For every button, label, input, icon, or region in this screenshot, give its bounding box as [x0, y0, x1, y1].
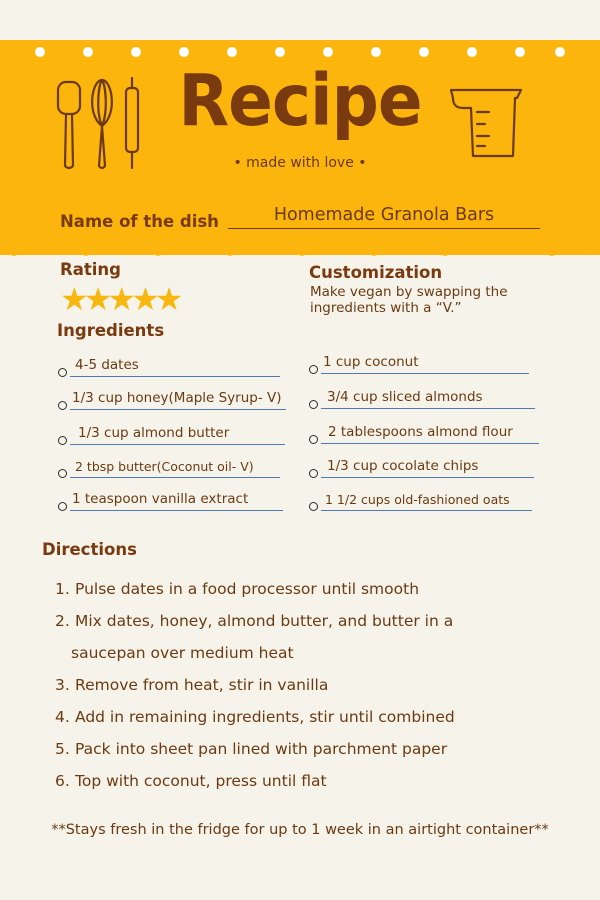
directions-list — [55, 573, 575, 797]
direction-step-continued: saucepan over medium heat — [71, 644, 294, 662]
bullet-icon — [309, 435, 318, 444]
bullet-icon — [309, 365, 318, 374]
subtitle: • made with love • — [233, 155, 367, 171]
bullet-icon — [58, 502, 67, 511]
ingredient-item — [58, 458, 280, 478]
bullet-icon — [58, 469, 67, 478]
customization-text: Make vegan by swapping the ingredients with a “V.” — [310, 284, 508, 316]
ingredient-text: 2 tbsp butter(Coconut oil- V) — [75, 459, 254, 474]
star-icon: ★ — [107, 280, 137, 318]
ingredient-item — [309, 389, 535, 409]
ingredient-text: 4-5 dates — [75, 357, 139, 373]
direction-step: 5. Pack into sheet pan lined with parchment paper — [55, 740, 448, 758]
ingredient-item — [58, 425, 285, 445]
ingredient-item — [309, 491, 532, 511]
bullet-icon — [58, 368, 67, 377]
bullet-icon — [309, 469, 318, 478]
ingredient-item — [58, 491, 283, 511]
ingredient-text: 1 cup coconut — [323, 354, 419, 370]
ingredient-text: 1 1/2 cups old-fashioned oats — [325, 492, 510, 507]
direction-step: 4. Add in remaining ingredients, stir until combined — [55, 708, 455, 726]
ingredient-item — [58, 390, 286, 410]
star-icon: ★ — [154, 280, 184, 318]
star-icon: ★ — [131, 280, 160, 318]
ingredient-text: 1/3 cup almond butter — [78, 425, 230, 441]
rating-heading: Rating — [60, 260, 121, 279]
ingredient-text: 1/3 cup honey(Maple Syrup- V) — [72, 390, 282, 406]
ingredient-text: 1 teaspoon vanilla extract — [72, 491, 249, 507]
rating-stars — [60, 280, 184, 318]
bullet-icon — [309, 400, 318, 409]
directions-heading: Directions — [42, 540, 137, 559]
star-icon: ★ — [60, 280, 89, 318]
ingredient-text: 3/4 cup sliced almonds — [327, 389, 483, 405]
ingredient-item — [309, 354, 529, 374]
direction-step: 1. Pulse dates in a food processor until smooth — [55, 580, 420, 598]
ingredient-item — [309, 458, 534, 478]
storage-note: **Stays fresh in the fridge for up to 1 week in an airtight container** — [51, 822, 549, 838]
dish-name-field: Homemade Granola Bars — [228, 205, 540, 229]
dish-name-label: Name of the dish — [60, 212, 219, 231]
ingredients-heading: Ingredients — [57, 321, 165, 340]
ingredient-text: 2 tablespoons almond flour — [328, 424, 513, 440]
direction-step: 3. Remove from heat, stir in vanilla — [55, 676, 329, 694]
star-icon: ★ — [83, 280, 113, 318]
bullet-icon — [309, 502, 318, 511]
direction-step: 2. Mix dates, honey, almond butter, and butter in a — [55, 612, 454, 630]
ingredient-item — [58, 357, 280, 377]
ingredient-item — [309, 424, 539, 444]
direction-step: 6. Top with coconut, press until flat — [55, 772, 327, 790]
page-title: Recipe — [178, 58, 422, 143]
torn-edge — [0, 245, 600, 261]
bullet-icon — [58, 436, 67, 445]
customization-heading: Customization — [309, 263, 443, 282]
bullet-icon — [58, 401, 67, 410]
ingredient-text: 1/3 cup cocolate chips — [327, 458, 479, 474]
